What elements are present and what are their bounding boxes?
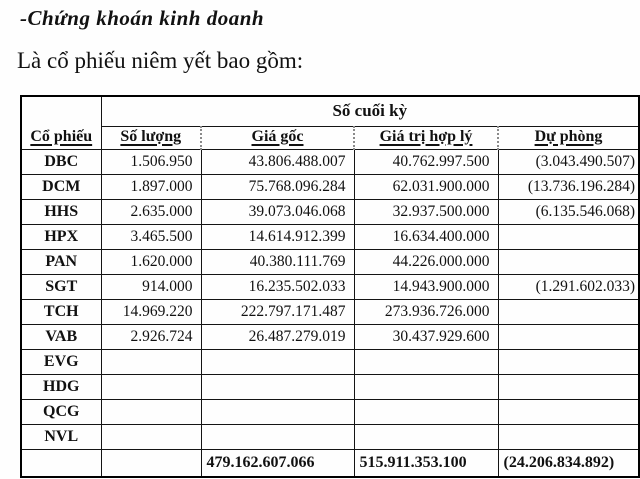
table-body [21,149,639,449]
column-header-stock-label: Cổ phiếu [30,127,93,145]
header-row-group [21,96,639,126]
header-row-columns [21,126,639,149]
provision-cell [498,224,639,249]
quantity-cell [101,349,201,374]
ticker-cell: VAB [21,324,101,349]
table-row [21,199,639,224]
cost-cell [201,399,354,424]
table-row [21,174,639,199]
quantity-cell: 1.506.950 [101,149,201,174]
table-row [21,374,639,399]
ticker-cell: TCH [21,299,101,324]
fair-value-cell: 16.634.400.000 [354,224,498,249]
table-row [21,274,639,299]
quantity-cell: 2.926.724 [101,324,201,349]
fair-value-cell: 40.762.997.500 [354,149,498,174]
total-fair-value-cell: 515.911.353.100 [354,449,498,477]
column-header-fair-value [354,126,498,149]
quantity-cell: 3.465.500 [101,224,201,249]
total-provision-cell: (24.206.834.892) [498,449,639,477]
provision-cell [498,399,639,424]
ticker-cell: HDG [21,374,101,399]
quantity-cell: 914.000 [101,274,201,299]
table-row [21,399,639,424]
cost-cell: 14.614.912.399 [201,224,354,249]
fair-value-cell [354,424,498,449]
column-header-stock [21,96,101,149]
ticker-cell: DCM [21,174,101,199]
ticker-cell: EVG [21,349,101,374]
total-quantity-cell [101,449,201,477]
quantity-cell [101,424,201,449]
column-group-header-period: Số cuối kỳ [101,96,639,126]
provision-cell [498,424,639,449]
quantity-cell: 1.897.000 [101,174,201,199]
table-row [21,249,639,274]
table-row [21,299,639,324]
table-row [21,424,639,449]
table-row [21,349,639,374]
provision-cell: (13.736.196.284) [498,174,639,199]
provision-cell [498,299,639,324]
fair-value-cell: 62.031.900.000 [354,174,498,199]
provision-cell [498,249,639,274]
ticker-cell: DBC [21,149,101,174]
fair-value-cell: 14.943.900.000 [354,274,498,299]
fair-value-cell: 273.936.726.000 [354,299,498,324]
section-title: -Chứng khoán kinh doanh [20,6,265,30]
cost-cell: 75.768.096.284 [201,174,354,199]
ticker-cell: QCG [21,399,101,424]
ticker-cell: SGT [21,274,101,299]
column-header-provision [498,126,639,149]
ticker-cell: HHS [21,199,101,224]
fair-value-cell: 44.226.000.000 [354,249,498,274]
section-subtitle: Là cổ phiếu niêm yết bao gồm: [17,48,304,74]
provision-cell [498,324,639,349]
fair-value-cell [354,374,498,399]
provision-cell: (6.135.546.068) [498,199,639,224]
cost-cell [201,374,354,399]
quantity-cell: 1.620.000 [101,249,201,274]
table-footer [21,449,639,477]
cost-cell: 16.235.502.033 [201,274,354,299]
fair-value-cell [354,399,498,424]
total-ticker-cell [21,449,101,477]
quantity-cell: 2.635.000 [101,199,201,224]
column-header-fair-value-label: Giá trị hợp lý [379,127,473,145]
provision-cell [498,349,639,374]
table-header [21,96,639,149]
cost-cell [201,349,354,374]
table-row [21,149,639,174]
ticker-cell: NVL [21,424,101,449]
total-row [21,449,639,477]
cost-cell [201,424,354,449]
table-row [21,224,639,249]
quantity-cell [101,399,201,424]
cost-cell: 43.806.488.007 [201,149,354,174]
column-header-cost [201,126,354,149]
total-cost-cell: 479.162.607.066 [201,449,354,477]
cost-cell: 39.073.046.068 [201,199,354,224]
column-header-quantity [101,126,201,149]
cost-cell: 26.487.279.019 [201,324,354,349]
quantity-cell [101,374,201,399]
ticker-cell: HPX [21,224,101,249]
ticker-cell: PAN [21,249,101,274]
fair-value-cell [354,349,498,374]
securities-table [20,95,640,478]
column-header-cost-label: Giá gốc [251,127,304,145]
column-header-provision-label: Dự phòng [534,127,603,145]
provision-cell [498,374,639,399]
provision-cell: (3.043.490.507) [498,149,639,174]
cost-cell: 222.797.171.487 [201,299,354,324]
column-header-quantity-label: Số lượng [120,127,182,145]
fair-value-cell: 32.937.500.000 [354,199,498,224]
provision-cell: (1.291.602.033) [498,274,639,299]
fair-value-cell: 30.437.929.600 [354,324,498,349]
cost-cell: 40.380.111.769 [201,249,354,274]
table-row [21,324,639,349]
quantity-cell: 14.969.220 [101,299,201,324]
